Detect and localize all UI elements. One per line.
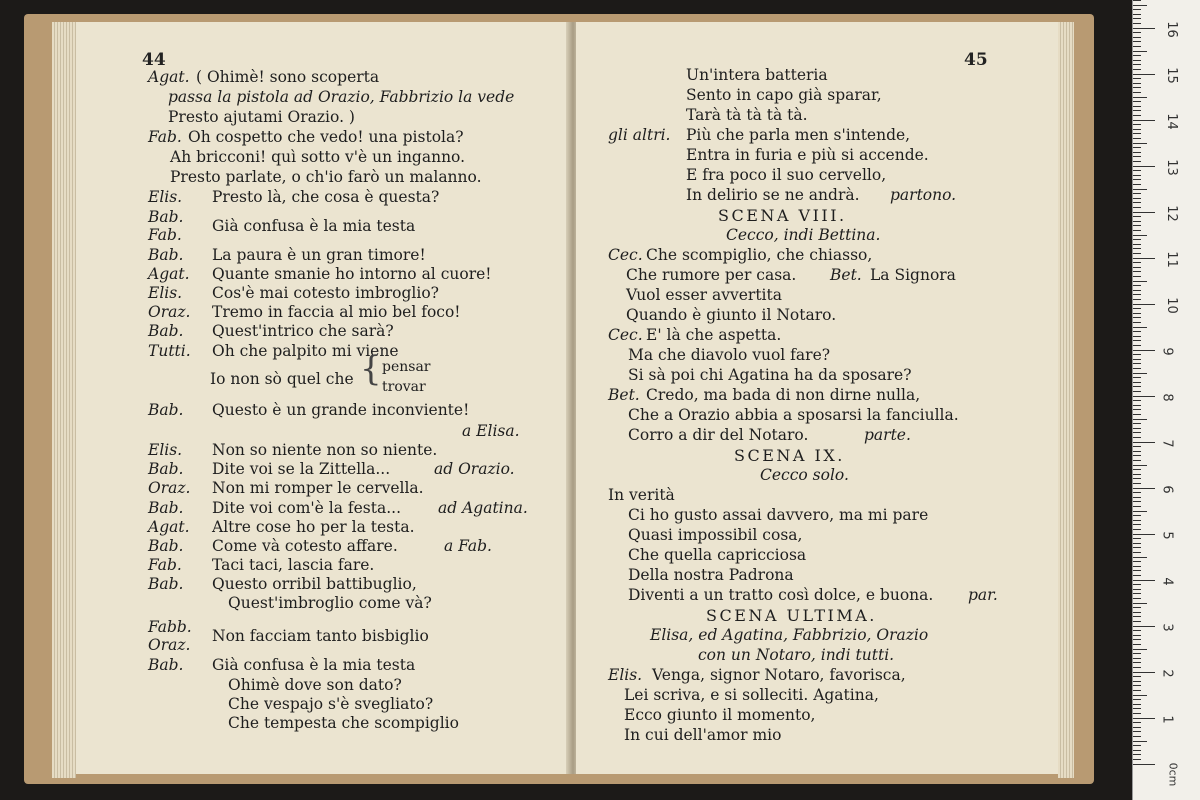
text-line: Presto ajutami Orazio. ) (168, 108, 355, 126)
ruler-tick (1133, 253, 1141, 254)
ruler-tick (1133, 198, 1141, 199)
ruler-label: 5 (1159, 531, 1175, 540)
ruler-tick (1133, 327, 1147, 328)
ruler-tick (1133, 469, 1141, 470)
ruler-tick (1133, 754, 1141, 755)
page-number: 44 (142, 50, 166, 70)
speaker-label: Cec. (608, 326, 643, 344)
ruler-tick (1133, 543, 1141, 544)
text-line: ( Ohimè! sono scoperta (196, 68, 380, 86)
ruler-tick (1133, 612, 1141, 613)
ruler-tick (1133, 313, 1141, 314)
ruler-tick (1133, 432, 1141, 433)
scene-characters: Cecco, indi Bettina. (726, 226, 881, 244)
ruler-tick (1133, 179, 1141, 180)
ruler-label: 1 (1159, 715, 1175, 724)
speaker-label: Fab. (148, 556, 182, 574)
ruler-tick (1133, 14, 1141, 15)
ruler-tick (1133, 83, 1141, 84)
text-line: Lei scriva, e si solleciti. Agatina, (624, 686, 879, 704)
ruler-tick (1133, 202, 1141, 203)
ruler-label: 2 (1159, 669, 1175, 678)
ruler-tick (1133, 23, 1141, 24)
text-line: Che a Orazio abbia a sposarsi la fanciulla. (628, 406, 959, 424)
speaker-label: Bab. (148, 246, 184, 264)
stage-direction: par. (968, 586, 998, 604)
ruler-tick (1133, 244, 1141, 245)
ruler-tick (1133, 451, 1141, 452)
ruler-label: 12 (1163, 205, 1179, 222)
ruler-tick (1133, 37, 1141, 38)
ruler-tick (1133, 221, 1141, 222)
ruler-label: 3 (1159, 623, 1175, 632)
ruler-tick (1133, 437, 1141, 438)
stage-direction: ad Orazio. (434, 460, 515, 478)
ruler-tick (1133, 492, 1141, 493)
speaker-label: Oraz. (148, 479, 191, 497)
ruler-tick (1133, 414, 1141, 415)
ruler-tick (1133, 166, 1155, 167)
text-line: Venga, signor Notaro, favorisca, (652, 666, 906, 684)
measuring-ruler (1132, 0, 1200, 800)
speaker-label: Elis. (608, 666, 643, 684)
page-number: 45 (964, 50, 988, 70)
ruler-tick (1133, 566, 1141, 567)
ruler-tick (1133, 271, 1141, 272)
ruler-tick (1133, 184, 1141, 185)
left-page (76, 22, 570, 774)
ruler-tick (1133, 750, 1141, 751)
speaker-label: Bet. (830, 266, 862, 284)
ruler-tick (1133, 129, 1141, 130)
ruler-tick (1133, 336, 1141, 337)
ruler-label: 6 (1159, 485, 1175, 494)
ruler-tick (1133, 621, 1141, 622)
stage-direction: a Elisa. (462, 422, 520, 440)
ruler-tick (1133, 699, 1141, 700)
speaker-label: Agat. (148, 265, 190, 283)
ruler-tick (1133, 0, 1141, 1)
speaker-label: Tutti. (148, 342, 191, 360)
ruler-tick (1133, 649, 1147, 650)
ruler-tick (1133, 731, 1141, 732)
ruler-tick (1133, 630, 1141, 631)
text-line: Oh cospetto che vedo! una pistola? (188, 128, 464, 146)
ruler-tick (1133, 626, 1155, 627)
text-line: La paura è un gran timore! (212, 246, 426, 264)
ruler-tick (1133, 442, 1155, 443)
ruler-label: 13 (1163, 159, 1179, 176)
ruler-tick (1133, 368, 1141, 369)
speaker-label: Fab. (148, 226, 182, 244)
ruler-tick (1133, 400, 1141, 401)
scene-heading: SCENA ULTIMA. (706, 606, 877, 625)
ruler-tick (1133, 225, 1141, 226)
ruler-tick (1133, 156, 1141, 157)
ruler-tick (1133, 455, 1141, 456)
ruler-tick (1133, 147, 1141, 148)
ruler-tick (1133, 690, 1141, 691)
text-line: Presto là, che cosa è questa? (212, 188, 440, 206)
ruler-tick (1133, 64, 1141, 65)
ruler-tick (1133, 133, 1141, 134)
speaker-label: Bet. (608, 386, 640, 404)
ruler-tick (1133, 529, 1141, 530)
text-line: pensar (382, 359, 431, 375)
ruler-tick (1133, 74, 1155, 75)
ruler-tick (1133, 285, 1141, 286)
ruler-tick (1133, 350, 1155, 351)
text-line: Altre cose ho per la testa. (212, 518, 415, 536)
ruler-tick (1133, 695, 1147, 696)
text-line: Taci taci, lascia fare. (212, 556, 375, 574)
text-line: Che rumore per casa. (626, 266, 797, 284)
text-line: Sento in capo già sparar, (686, 86, 882, 104)
ruler-tick (1133, 603, 1147, 604)
text-line: Quando è giunto il Notaro. (626, 306, 837, 324)
ruler-tick (1133, 741, 1147, 742)
ruler-tick (1133, 727, 1141, 728)
ruler-tick (1133, 230, 1141, 231)
speaker-label: Bab. (148, 656, 184, 674)
ruler-tick (1133, 92, 1141, 93)
ruler-tick (1133, 672, 1155, 673)
ruler-tick (1133, 46, 1141, 47)
ruler-tick (1133, 97, 1147, 98)
text-line: Già confusa è la mia testa (212, 656, 416, 674)
text-line: Cos'è mai cotesto imbroglio? (212, 284, 439, 302)
ruler-tick (1133, 511, 1147, 512)
ruler-tick (1133, 294, 1141, 295)
speaker-label: Cec. (608, 246, 643, 264)
ruler-tick (1133, 598, 1141, 599)
text-line: Ecco giunto il momento, (624, 706, 816, 724)
brace-icon: { (360, 349, 382, 389)
speaker-label: Bab. (148, 537, 184, 555)
text-line: La Signora (870, 266, 956, 284)
text-line: Credo, ma bada di non dirne nulla, (646, 386, 921, 404)
text-line: Più che parla men s'intende, (686, 126, 911, 144)
ruler-label: 15 (1163, 67, 1179, 84)
ruler-tick (1133, 639, 1141, 640)
ruler-tick (1133, 41, 1141, 42)
text-line: Quest'intrico che sarà? (212, 322, 394, 340)
ruler-tick (1133, 497, 1141, 498)
right-page (576, 22, 1058, 774)
ruler-tick (1133, 520, 1141, 521)
ruler-tick (1133, 382, 1141, 383)
text-line: Un'intera batteria (686, 66, 828, 84)
text-line: In verità (608, 486, 675, 504)
ruler-tick (1133, 60, 1141, 61)
ruler-label: 14 (1163, 113, 1179, 130)
ruler-tick (1133, 308, 1141, 309)
text-line: Come và cotesto affare. (212, 537, 398, 555)
text-line: Che tempesta che scompiglio (228, 714, 459, 732)
ruler-tick (1133, 9, 1141, 10)
text-line: Questo è un grande inconviente! (212, 401, 470, 419)
ruler-label: 8 (1159, 393, 1175, 402)
ruler-tick (1133, 152, 1141, 153)
ruler-tick (1133, 189, 1147, 190)
text-line: Oh che palpito mi viene (212, 342, 399, 360)
ruler-tick (1133, 423, 1141, 424)
text-line: Ma che diavolo vuol fare? (628, 346, 831, 364)
text-line: E' là che aspetta. (646, 326, 782, 344)
ruler-tick (1133, 69, 1141, 70)
scene-characters: Cecco solo. (760, 466, 849, 484)
ruler-label: 7 (1159, 439, 1175, 448)
ruler-tick (1133, 28, 1155, 29)
ruler-tick (1133, 106, 1141, 107)
ruler-tick (1133, 78, 1141, 79)
ruler-tick (1133, 51, 1147, 52)
ruler-tick (1133, 593, 1141, 594)
ruler-tick (1133, 276, 1141, 277)
ruler-tick (1133, 534, 1155, 535)
ruler-tick (1133, 322, 1141, 323)
ruler-tick (1133, 419, 1147, 420)
ruler-tick (1133, 267, 1141, 268)
ruler-tick (1133, 515, 1141, 516)
ruler-tick (1133, 110, 1141, 111)
text-line: Vuol esser avvertita (626, 286, 782, 304)
ruler-tick (1133, 212, 1155, 213)
ruler-tick (1133, 552, 1141, 553)
ruler-tick (1133, 708, 1141, 709)
text-line: Questo orribil battibuglio, (212, 575, 417, 593)
ruler-tick (1133, 124, 1141, 125)
ruler-tick (1133, 653, 1141, 654)
ruler-tick (1133, 373, 1147, 374)
page-edges-left (52, 22, 76, 778)
text-line: Dite voi se la Zittella... (212, 460, 391, 478)
scene-heading: SCENA VIII. (718, 206, 847, 225)
ruler-tick (1133, 557, 1147, 558)
speaker-label: Bab. (148, 575, 184, 593)
ruler-tick (1133, 547, 1141, 548)
stage-direction: ad Agatina. (438, 499, 528, 517)
ruler-tick (1133, 359, 1141, 360)
speaker-label: Elis. (148, 284, 183, 302)
text-line: Corro a dir del Notaro. (628, 426, 809, 444)
ruler-tick (1133, 759, 1141, 760)
ruler-tick (1133, 570, 1141, 571)
ruler-tick (1133, 465, 1147, 466)
ruler-tick (1133, 216, 1141, 217)
ruler-tick (1133, 363, 1141, 364)
text-line: Presto parlate, o ch'io farò un malanno. (170, 168, 482, 186)
ruler-tick (1133, 386, 1141, 387)
text-line: Che vespajo s'è svegliato? (228, 695, 434, 713)
ruler-tick (1133, 644, 1141, 645)
speaker-label: Bab. (148, 208, 184, 226)
speaker-label: Oraz. (148, 636, 191, 654)
ruler-tick (1133, 584, 1141, 585)
ruler-tick (1133, 501, 1141, 502)
text-line: Non so niente non so niente. (212, 441, 438, 459)
scene-characters: Elisa, ed Agatina, Fabbrizio, Orazio (650, 626, 929, 644)
speaker-label: Elis. (148, 188, 183, 206)
ruler-label: 9 (1159, 347, 1175, 356)
ruler-tick (1133, 354, 1141, 355)
ruler-tick (1133, 207, 1141, 208)
ruler-tick (1133, 589, 1141, 590)
ruler-tick (1133, 635, 1141, 636)
ruler-tick (1133, 745, 1141, 746)
ruler-tick (1133, 607, 1141, 608)
ruler-tick (1133, 561, 1141, 562)
stage-direction: partono. (890, 186, 957, 204)
text-line: Ah bricconi! quì sotto v'è un inganno. (170, 148, 466, 166)
stage-direction: a Fab. (444, 537, 492, 555)
ruler-tick (1133, 87, 1141, 88)
ruler-tick (1133, 345, 1141, 346)
ruler-tick (1133, 524, 1141, 525)
ruler-tick (1133, 55, 1141, 56)
ruler-tick (1133, 391, 1141, 392)
ruler-tick (1133, 667, 1141, 668)
ruler-tick (1133, 488, 1155, 489)
text-line: Non mi romper le cervella. (212, 479, 424, 497)
ruler-tick (1133, 685, 1141, 686)
text-line: Diventi a un tratto così dolce, e buona. (628, 586, 934, 604)
text-line: In delirio se ne andrà. (686, 186, 860, 204)
text-line: Già confusa è la mia testa (212, 217, 416, 235)
ruler-tick (1133, 175, 1141, 176)
ruler-tick (1133, 575, 1141, 576)
ruler-tick (1133, 377, 1141, 378)
text-line: Io non sò quel che (210, 370, 354, 388)
ruler-tick (1133, 170, 1141, 171)
ruler-tick (1133, 483, 1141, 484)
ruler-tick (1133, 304, 1155, 305)
ruler-tick (1133, 704, 1141, 705)
ruler-label: 10 (1163, 297, 1179, 314)
ruler-tick (1133, 161, 1141, 162)
ruler-tick (1133, 193, 1141, 194)
ruler-label: 16 (1163, 21, 1179, 38)
speaker-label: Bab. (148, 499, 184, 517)
text-line: Della nostra Padrona (628, 566, 794, 584)
text-line: Quest'imbroglio come và? (228, 594, 432, 612)
ruler-tick (1133, 299, 1141, 300)
speaker-label: Fab. (148, 128, 182, 146)
ruler-tick (1133, 281, 1147, 282)
speaker-label: Agat. (148, 68, 190, 86)
ruler-tick (1133, 248, 1141, 249)
ruler-tick (1133, 317, 1141, 318)
speaker-label: Bab. (148, 322, 184, 340)
ruler-tick (1133, 428, 1141, 429)
ruler-tick (1133, 239, 1141, 240)
ruler-tick (1133, 676, 1141, 677)
text-line: Che quella capricciosa (628, 546, 807, 564)
text-line: Tremo in faccia al mio bel foco! (212, 303, 461, 321)
ruler-tick (1133, 5, 1147, 6)
text-line: Non facciam tanto bisbiglio (212, 627, 429, 645)
stage-direction: passa la pistola ad Orazio, Fabbrizio la vede (168, 88, 515, 106)
ruler-tick (1133, 506, 1141, 507)
ruler-tick (1133, 478, 1141, 479)
ruler-unit-label: 0cm (1166, 762, 1180, 787)
scene-heading: SCENA IX. (734, 446, 845, 465)
ruler-tick (1133, 681, 1141, 682)
text-line: E fra poco il suo cervello, (686, 166, 887, 184)
ruler-tick (1133, 405, 1141, 406)
text-line: Quasi impossibil cosa, (628, 526, 803, 544)
text-line: Ohimè dove son dato? (228, 676, 402, 694)
text-line: Tarà tà tà tà tà. (686, 106, 808, 124)
ruler-tick (1133, 658, 1141, 659)
speaker-label: Fabb. (148, 618, 192, 636)
stage-direction: parte. (864, 426, 911, 444)
speaker-label: Oraz. (148, 303, 191, 321)
ruler-tick (1133, 235, 1147, 236)
ruler-tick (1133, 262, 1141, 263)
text-line: In cui dell'amor mio (624, 726, 782, 744)
speaker-label: Bab. (148, 401, 184, 419)
ruler-tick (1133, 580, 1155, 581)
ruler-tick (1133, 764, 1155, 765)
ruler-label: 11 (1163, 251, 1179, 268)
ruler-tick (1133, 290, 1141, 291)
ruler-tick (1133, 616, 1141, 617)
ruler-label: 4 (1159, 577, 1175, 586)
ruler-tick (1133, 340, 1141, 341)
ruler-tick (1133, 143, 1147, 144)
text-line: Entra in furia e più si accende. (686, 146, 929, 164)
ruler-tick (1133, 736, 1141, 737)
scene-characters: con un Notaro, indi tutti. (698, 646, 895, 664)
text-line: Ci ho gusto assai davvero, ma mi pare (628, 506, 929, 524)
ruler-tick (1133, 120, 1155, 121)
text-line: Si sà poi chi Agatina ha da sposare? (628, 366, 912, 384)
ruler-tick (1133, 662, 1141, 663)
ruler-tick (1133, 32, 1141, 33)
text-line: Dite voi com'è la festa... (212, 499, 401, 517)
ruler-tick (1133, 474, 1141, 475)
ruler-tick (1133, 138, 1141, 139)
ruler-tick (1133, 18, 1141, 19)
ruler-tick (1133, 258, 1155, 259)
ruler-tick (1133, 446, 1141, 447)
ruler-tick (1133, 101, 1141, 102)
ruler-tick (1133, 538, 1141, 539)
text-line: Quante smanie ho intorno al cuore! (212, 265, 492, 283)
ruler-tick (1133, 396, 1155, 397)
ruler-tick (1133, 115, 1141, 116)
ruler-tick (1133, 331, 1141, 332)
page-edges-right (1058, 22, 1074, 778)
speaker-label: Bab. (148, 460, 184, 478)
ruler-tick (1133, 722, 1141, 723)
speaker-label: Elis. (148, 441, 183, 459)
ruler-tick (1133, 718, 1155, 719)
ruler-tick (1133, 409, 1141, 410)
speaker-label: gli altri. (608, 126, 671, 144)
speaker-label: Agat. (148, 518, 190, 536)
ruler-tick (1133, 713, 1141, 714)
ruler-tick (1133, 460, 1141, 461)
text-line: trovar (382, 379, 426, 395)
text-line: Che scompiglio, che chiasso, (646, 246, 873, 264)
